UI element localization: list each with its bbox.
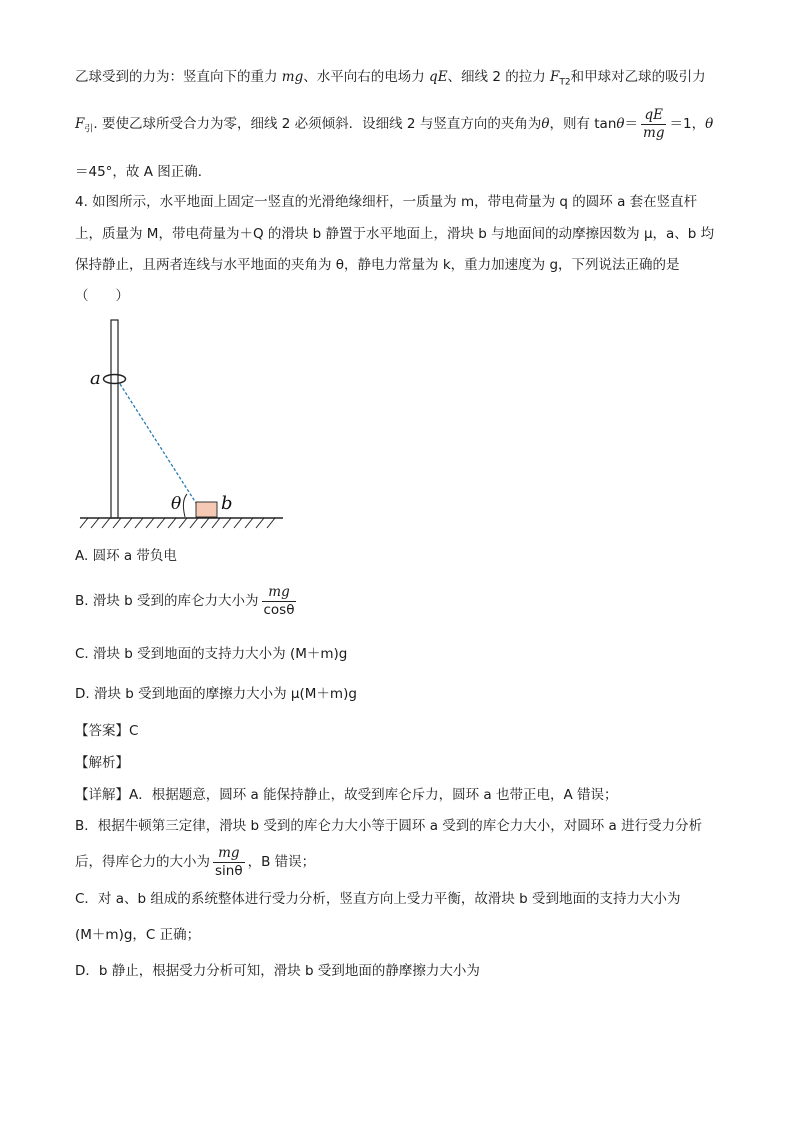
answer-label: 【答案】C	[75, 723, 139, 739]
detail-fraction: $\frac{mg}{\sin\theta}$	[215, 844, 243, 879]
question-number: 4.	[75, 194, 88, 210]
question-line-2: 上，质量为 M，带电荷量为＋Q 的滑块 b 静置于水平地面上，滑块 b 与地面间的动摩擦因数为 μ，a、b 均	[75, 226, 715, 242]
option-b-fraction: $\frac{mg}{\cos\theta}$	[263, 583, 295, 618]
prev-solution-line-3: ＝45°，故 A 图正确．	[75, 164, 212, 180]
block-b	[196, 502, 217, 517]
option-c: C. 滑块 b 受到地面的支持力大小为 (M＋m)g	[75, 646, 348, 662]
label-b: b	[221, 493, 233, 514]
prev-solution-line-2: $F_引$. 要使乙球所受合力为零，细线 2 必须倾斜．设细线 2 与竖直方向的夹角为θ，则有 tanθ＝ $\frac{qE}{mg}$ ＝1，θ	[75, 106, 714, 141]
question-line-3: 保持静止，且两者连线与水平地面的夹角为 θ，静电力常量为 k，重力加速度为 g，下列说法正确的是	[75, 257, 680, 273]
vertical-rod	[111, 320, 118, 518]
analysis-label: 【解析】	[75, 755, 129, 771]
detail-line-3: 后，得库仑力的大小为 $\frac{mg}{\sin\theta}$ ，B 错误；	[75, 844, 316, 879]
tan-fraction: $\frac{qE}{mg}$	[643, 106, 665, 141]
question-line-1: 4. 如图所示，水平地面上固定一竖直的光滑绝缘细杆，一质量为 m，带电荷量为 q 的圆环 a 套在竖直杆	[75, 194, 698, 210]
connecting-dashed-line	[120, 384, 196, 503]
label-a: a	[90, 368, 101, 389]
physics-diagram	[75, 312, 290, 537]
detail-line-6: D．b 静止，根据受力分析可知，滑块 b 受到地面的静摩擦力大小为	[75, 963, 480, 979]
option-d: D. 滑块 b 受到地面的摩擦力大小为 μ(M＋m)g	[75, 686, 357, 702]
detail-line-1: 【详解】A．根据题意，圆环 a 能保持静止，故受到库仑斥力，圆环 a 也带正电，A 错误；	[75, 787, 618, 803]
option-a: A. 圆环 a 带负电	[75, 548, 177, 564]
option-b: B. 滑块 b 受到的库仑力大小为 $\frac{mg}{\cos\theta}$	[75, 583, 295, 618]
angle-arc	[183, 494, 187, 517]
detail-line-4: C．对 a、b 组成的系统整体进行受力分析，竖直方向上受力平衡，故滑块 b 受到地面的支持力大小为	[75, 891, 681, 907]
prev-solution-line-1: 乙球受到的力为：竖直向下的重力 mg、水平向右的电场力 qE、细线 2 的拉力 $F_{T2}$和甲球对乙球的吸引力	[75, 69, 706, 88]
label-theta: θ	[171, 494, 182, 514]
detail-line-2: B．根据牛顿第三定律，滑块 b 受到的库仑力大小等于圆环 a 受到的库仑力大小，对圆环 a 进行受力分析	[75, 818, 703, 834]
detail-line-5: (M＋m)g，C 正确；	[75, 927, 201, 943]
ground-hatching	[80, 518, 275, 528]
answer-blank: （ ）	[75, 288, 129, 304]
